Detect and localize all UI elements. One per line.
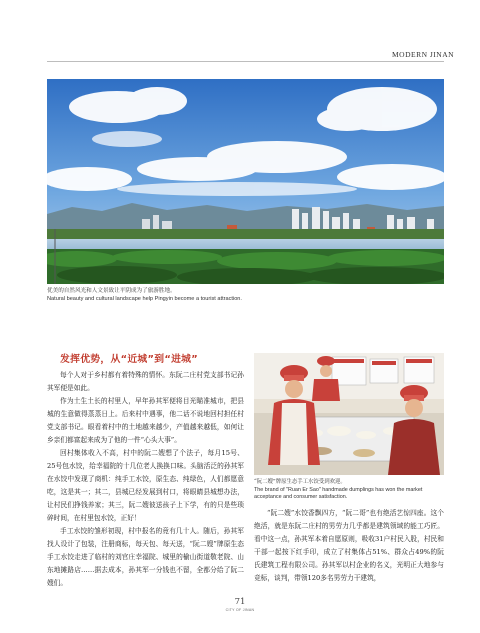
- hero-caption: [47, 287, 447, 303]
- paragraph: 手工水饺的雏形初现，村中报名的竟有几十人。随后，孙其军找人设计了包装，注册商标，每天包、每天送，“阮二嫂”牌原生态手工水饺走进了临村的刘官庄幸福院、城里的榆山街道敬老院、山东地摊路店……据去成本，孙其军一分钱也不留，全都分给了阮二嫂们。: [47, 527, 244, 587]
- paragraph: 每个人对于乡村都有着特殊的情怀。东阮二庄村党支部书记孙其军便是如此。: [47, 371, 244, 392]
- right-column: [254, 507, 444, 585]
- header-rule: [47, 61, 444, 62]
- hero-caption-en: Natural beauty and cultural landscape help Pingyin become a tourist attraction.: [47, 296, 242, 302]
- photo-caption: [254, 479, 444, 502]
- hero-photo: [47, 79, 444, 284]
- section-title: 发挥优势，从“近城”到“进城”: [60, 354, 199, 365]
- hero-caption-zh: 优美的自然风光和人文景致让平阴成为了旅游胜地。: [47, 288, 176, 294]
- paragraph: 回村集体收入不高，村中的阮二嫂想了个法子，每月15号、25号包水饺，给幸福院的十几位老人换换口味。头脑活泛的孙其军在水饺中发现了商机：纯手工水饺，原生态、纯绿色，人们都愿意吃，这是其一；其二，县城已经发展到村口，将眼睛县城想办法，让村民们挣钱养家；其三，阮二嫂彼送孩子上下学，有的只是些琐碎时间，在村里包水饺，正好！: [47, 449, 244, 522]
- photo-caption-en: The brand of "Ruan Er Sao" handmade dumplings has won the market acceptance and consumer satisfaction.: [254, 486, 423, 500]
- left-column: [47, 351, 244, 590]
- magazine-name: MODERN JINAN: [392, 50, 455, 59]
- page-number: 71: [234, 597, 246, 607]
- dumpling-photo: [254, 353, 444, 475]
- paragraph: “阮二嫂”水饺香飘四方，“阮二哥”也有绝活艺惊四座。这个绝活，就是东阮二庄村的男劳力几乎都是建筑领域的能工巧匠。看中这一点，孙其军本着自愿原则，吸收31户村民入股，村民和干部一起按下红手印，成立了村集体占51%、群众占49%的阮氏建筑工程有限公司。孙其军以村企业的名义，光明正大地参与竞标，谈判，带领120多名男劳力干建筑，: [254, 509, 444, 582]
- footer-subtitle: CITY OF JINAN: [225, 608, 255, 612]
- paragraph: 作为土生土长的村里人，早年孙其军便将目光瞄准城市，把县城的生意做得蒸蒸日上。后来村中遇事，他二话不说地回村担任村党支部书记。眼看着村中的土地越来越少，产值越来越低，如何让乡亲们都富起来成为了他的一件“心头大事”。: [47, 397, 244, 444]
- photo-caption-zh: “阮二嫂”牌原生态手工水饺受到欢迎。: [254, 479, 346, 485]
